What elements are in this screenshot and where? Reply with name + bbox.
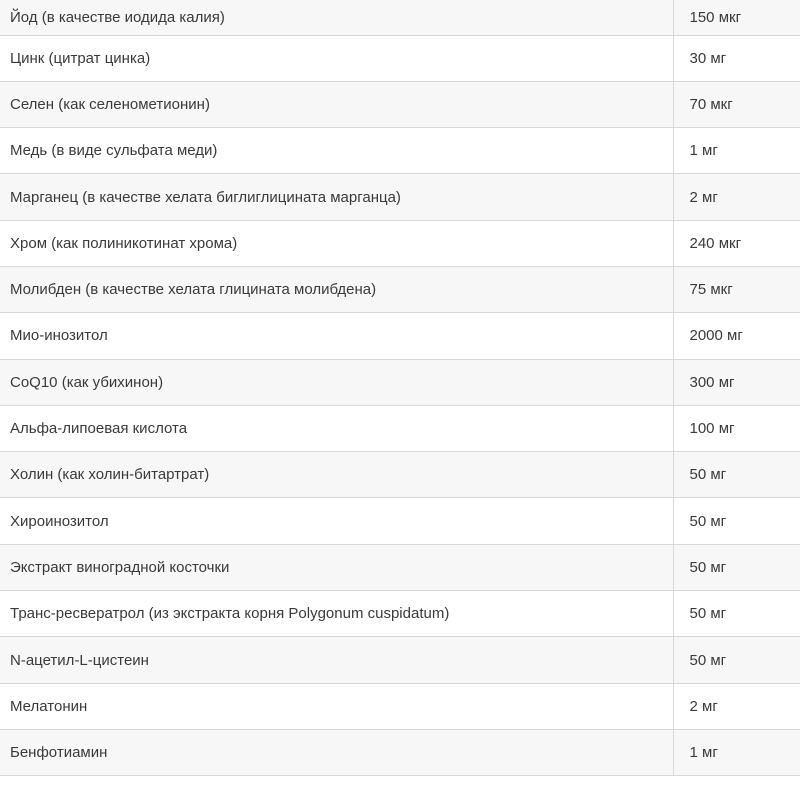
table-row xyxy=(0,683,800,729)
nutrient-name: N-ацетил-L-цистеин xyxy=(0,637,673,683)
table-row xyxy=(0,81,800,127)
table-row xyxy=(0,729,800,775)
nutrient-amount: 50 мг xyxy=(673,452,800,498)
nutrient-amount: 300 мг xyxy=(673,359,800,405)
nutrient-amount: 240 мкг xyxy=(673,220,800,266)
nutrient-amount: 50 мг xyxy=(673,591,800,637)
nutrient-amount: 1 мг xyxy=(673,729,800,775)
nutrient-name: Альфа-липоевая кислота xyxy=(0,405,673,451)
nutrient-amount: 70 мкг xyxy=(673,81,800,127)
nutrient-name: Марганец (в качестве хелата биглиглицината марганца) xyxy=(0,174,673,220)
nutrient-amount: 2 мг xyxy=(673,683,800,729)
nutrient-name: Йод (в качестве иодида калия) xyxy=(0,0,673,35)
nutrient-amount: 2 мг xyxy=(673,174,800,220)
nutrient-name: Селен (как селенометионин) xyxy=(0,81,673,127)
nutrient-name: Бенфотиамин xyxy=(0,729,673,775)
nutrient-name: Транс-ресвератрол (из экстракта корня Polygonum cuspidatum) xyxy=(0,591,673,637)
nutrient-amount: 1 мг xyxy=(673,128,800,174)
table-row xyxy=(0,313,800,359)
nutrient-name: Мелатонин xyxy=(0,683,673,729)
table-row xyxy=(0,498,800,544)
table-row xyxy=(0,128,800,174)
nutrient-amount: 50 мг xyxy=(673,544,800,590)
nutrient-amount: 150 мкг xyxy=(673,0,800,35)
table-row xyxy=(0,544,800,590)
nutrient-amount: 30 мг xyxy=(673,35,800,81)
nutrient-amount: 50 мг xyxy=(673,637,800,683)
table-row xyxy=(0,266,800,312)
table-row xyxy=(0,637,800,683)
table-row xyxy=(0,359,800,405)
table-row xyxy=(0,174,800,220)
nutrient-name: CoQ10 (как убихинон) xyxy=(0,359,673,405)
table-row xyxy=(0,220,800,266)
nutrient-name: Хром (как полиникотинат хрома) xyxy=(0,220,673,266)
table-row xyxy=(0,35,800,81)
nutrient-name: Хироинозитол xyxy=(0,498,673,544)
nutrient-name: Цинк (цитрат цинка) xyxy=(0,35,673,81)
table-row xyxy=(0,452,800,498)
nutrient-amount: 50 мг xyxy=(673,498,800,544)
nutrient-name: Холин (как холин-битартрат) xyxy=(0,452,673,498)
nutrient-amount: 100 мг xyxy=(673,405,800,451)
nutrient-name: Медь (в виде сульфата меди) xyxy=(0,128,673,174)
table-row xyxy=(0,405,800,451)
nutrient-amount: 2000 мг xyxy=(673,313,800,359)
table-row xyxy=(0,591,800,637)
nutrient-name: Экстракт виноградной косточки xyxy=(0,544,673,590)
nutrient-amount: 75 мкг xyxy=(673,266,800,312)
nutrient-name: Мио-инозитол xyxy=(0,313,673,359)
nutrient-name: Молибден (в качестве хелата глицината молибдена) xyxy=(0,266,673,312)
table-row xyxy=(0,0,800,35)
